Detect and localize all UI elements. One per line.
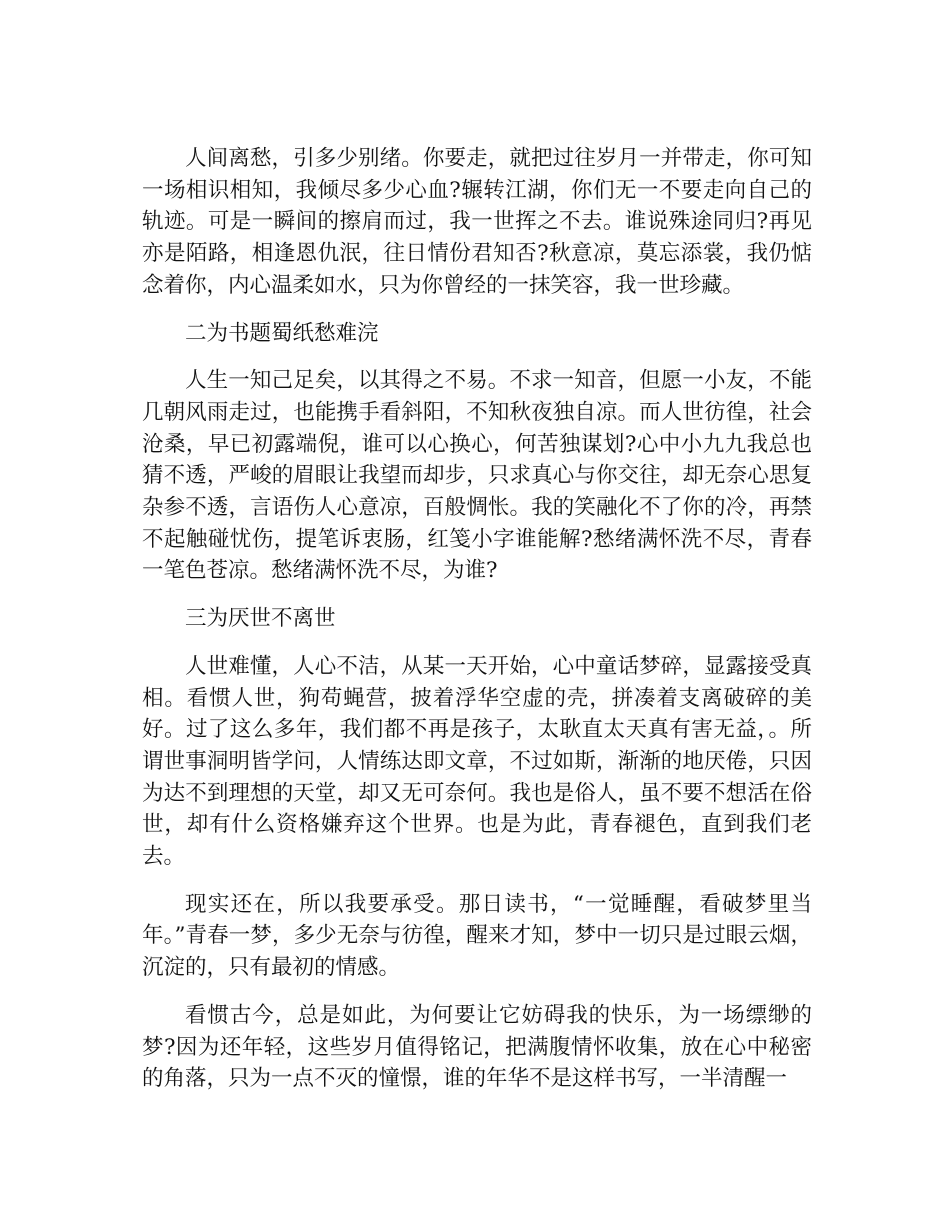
section-heading: 二为书题蜀纸愁难浣 (185, 320, 379, 346)
paragraph: 人生一知己足矣，以其得之不易。不求一知音，但愿一小友，不能几朝风雨走过，也能携手看斜阳，不知秋夜独自凉。而人世彷徨，社会沧桑，早已初露端倪，谁可以心换心，何苦独谋划?心中小九九我总也猜不透，严峻的眉眼让我望而却步，只求真心与你交往，却无奈心思复杂参不透，言语伤人心意凉，百般惆怅。我的笑融化不了你的冷，再禁不起触碰忧伤，提笔诉衷肠，红笺小字谁能解?愁绪满怀洗不尽，青春一笔色苍凉。愁绪满怀洗不尽，为谁? (142, 368, 812, 584)
section-heading: 三为厌世不离世 (185, 606, 336, 632)
paragraph: 看惯古今，总是如此，为何要让它妨碍我的快乐，为一场缥缈的梦?因为还年轻，这些岁月值得铭记，把满腹情怀收集，放在心中秘密的角落，只为一点不灭的憧憬，谁的年华不是这样书写，一半清醒一 (142, 1002, 812, 1092)
paragraph: 现实还在，所以我要承受。那日读书，“一觉睡醒，看破梦里当年。”青春一梦，多少无奈与彷徨，醒来才知，梦中一切只是过眼云烟，沉淀的，只有最初的情感。 (142, 891, 812, 981)
paragraph: 人间离愁，引多少别绪。你要走，就把过往岁月一并带走，你可知一场相识相知，我倾尽多少心血?辗转江湖，你们无一不要走向自己的轨迹。可是一瞬间的擦肩而过，我一世挥之不去。谁说殊途同归?再见亦是陌路，相逢恩仇泯，往日情份君知否?秋意凉，莫忘添裳，我仍惦念着你，内心温柔如水，只为你曾经的一抹笑容，我一世珍藏。 (142, 146, 812, 298)
document-body (142, 143, 812, 1111)
paragraph: 人世难懂，人心不洁，从某一天开始，心中童话梦碎，显露接受真相。看惯人世，狗苟蝇营，披着浮华空虚的壳，拼凑着支离破碎的美好。过了这么多年，我们都不再是孩子，太耿直太天真有害无益，。所谓世事洞明皆学问，人情练达即文章，不过如斯，渐渐的地厌倦，只因为达不到理想的天堂，却又无可奈何。我也是俗人，虽不要不想活在俗世，却有什么资格嫌弃这个世界。也是为此，青春褪色，直到我们老去。 (142, 653, 812, 870)
